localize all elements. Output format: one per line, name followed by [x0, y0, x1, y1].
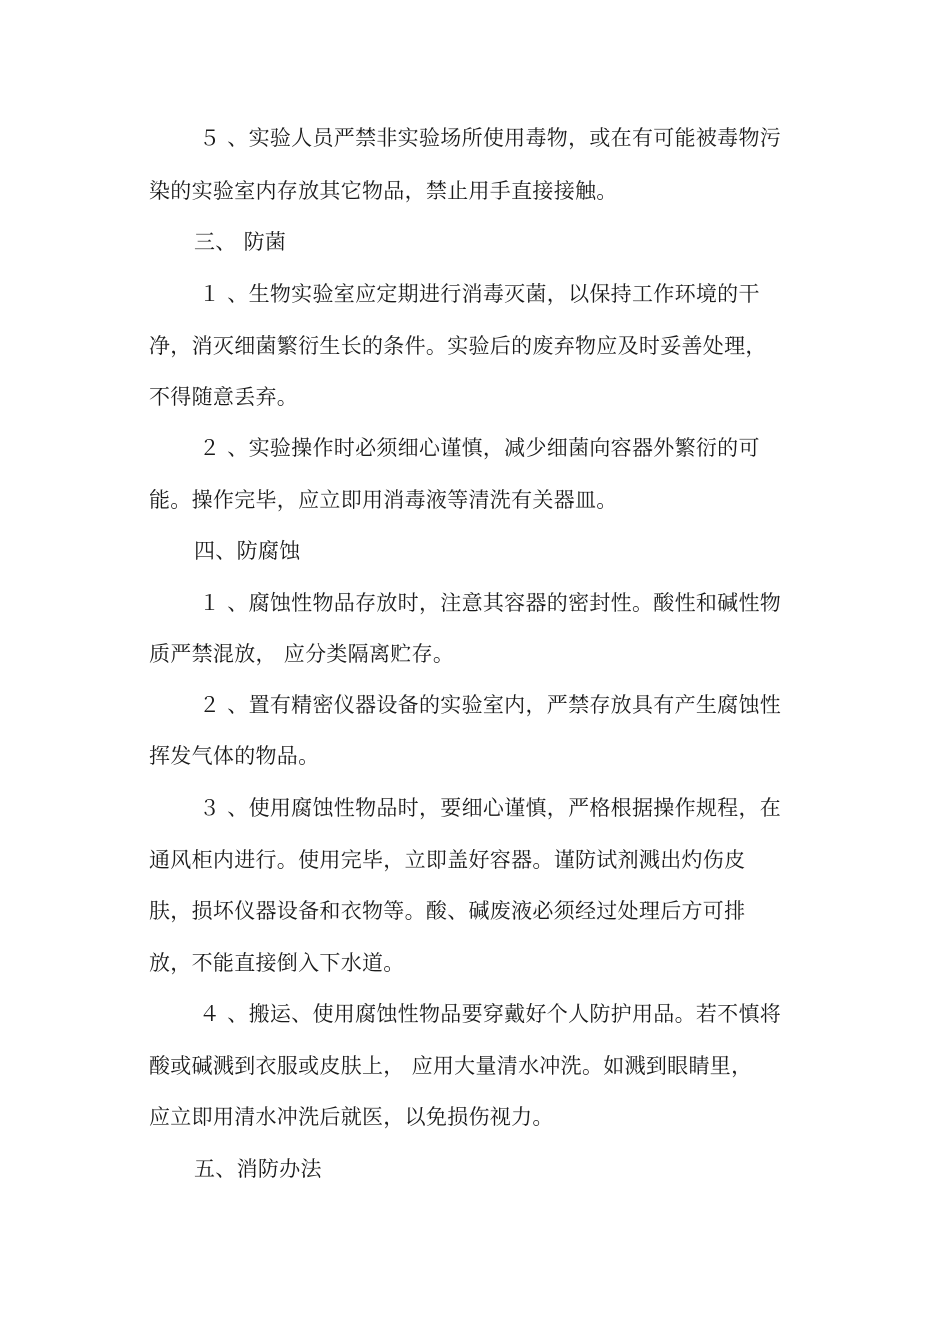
text-line: 挥发气体的物品。	[149, 744, 320, 768]
text-line: 肤，损坏仪器设备和衣物等。酸、碱废液必须经过处理后方可排	[149, 899, 746, 923]
text-line: 不得随意丢弃。	[149, 385, 299, 409]
text-line: ４ 、搬运、使用腐蚀性物品要穿戴好个人防护用品。若不慎将	[199, 1002, 782, 1026]
section-heading: 四、防腐蚀	[194, 539, 301, 563]
text-line: ３ 、使用腐蚀性物品时，要细心谨慎，严格根据操作规程，在	[199, 796, 782, 820]
text-line: 染的实验室内存放其它物品，禁止用手直接接触。	[149, 179, 618, 203]
text-line: ５ 、实验人员严禁非实验场所使用毒物，或在有可能被毒物污	[199, 126, 782, 150]
text-line: 净，消灭细菌繁衍生长的条件。实验后的废弃物应及时妥善处理，	[149, 334, 767, 358]
text-line: 能。操作完毕，应立即用消毒液等清洗有关器皿。	[149, 488, 618, 512]
text-line: ２ 、实验操作时必须细心谨慎，减少细菌向容器外繁衍的可	[199, 436, 760, 460]
text-line: ２ 、置有精密仪器设备的实验室内，严禁存放具有产生腐蚀性	[199, 693, 782, 717]
section-heading: 五、消防办法	[194, 1157, 322, 1181]
text-line: 放，不能直接倒入下水道。	[149, 951, 405, 975]
text-line: 通风柜内进行。使用完毕，立即盖好容器。谨防试剂溅出灼伤皮	[149, 848, 746, 872]
text-line: １ 、腐蚀性物品存放时，注意其容器的密封性。酸性和碱性物	[199, 591, 782, 615]
text-line: 质严禁混放， 应分类隔离贮存。	[149, 642, 455, 666]
text-line: １ 、生物实验室应定期进行消毒灭菌，以保持工作环境的干	[199, 282, 760, 306]
text-line: 应立即用清水冲洗后就医，以免损伤视力。	[149, 1105, 554, 1129]
section-heading: 三、 防菌	[194, 230, 287, 254]
text-line: 酸或碱溅到衣服或皮肤上， 应用大量清水冲洗。如溅到眼睛里，	[149, 1054, 753, 1078]
